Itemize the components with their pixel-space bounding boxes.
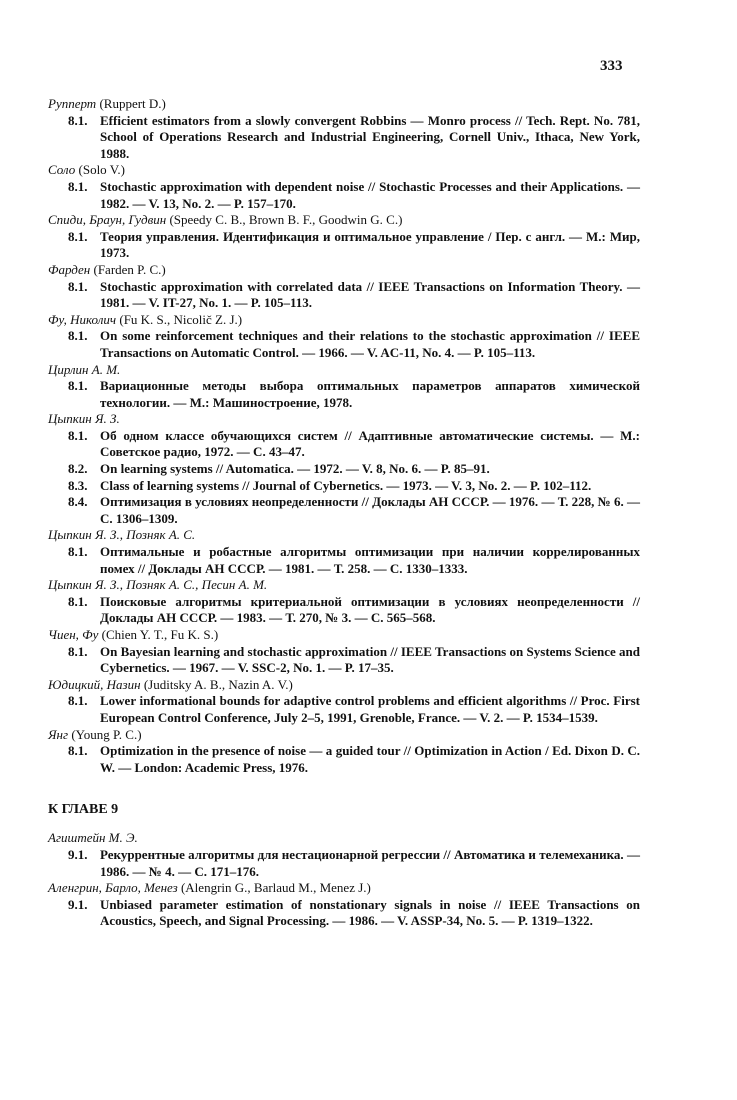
reference-entry: [48, 594, 640, 627]
chapter-heading: К ГЛАВЕ 9: [48, 802, 119, 818]
author-line: [48, 362, 640, 379]
author-name-en: (Solo V.): [78, 162, 125, 178]
reference-text: Об одном классе обучающихся систем // Адаптивные автоматические системы. — М.: Советское радио, 1972. — С. 43–47.: [100, 427, 640, 460]
author-name-en: (Fu K. S., Nicolič Z. J.): [119, 311, 243, 327]
author-line: [48, 627, 640, 644]
author-name-ru: Фарден: [48, 261, 91, 277]
reference-text: Stochastic approximation with dependent noise // Stochastic Processes and their Applications. — 1982. — V. 13, No. 2. — P. 157–170.: [100, 178, 640, 211]
reference-number: 8.1.: [68, 743, 88, 759]
reference-entry: [48, 494, 640, 527]
bibliography-section-chapter-9: [48, 830, 640, 930]
reference-text: Optimization in the presence of noise — a guided tour // Optimization in Action / Ed. Dixon D. C. W. — London: Academic Press, 1976.: [100, 743, 640, 775]
author-name-en: (Chien Y. T., Fu K. S.): [101, 627, 219, 642]
author-name-en: (Farden P. C.): [93, 261, 166, 277]
bibliography: [48, 96, 640, 930]
reference-entry: [48, 179, 640, 212]
reference-number: 8.1.: [68, 112, 88, 128]
author-line: [48, 727, 640, 744]
reference-number: 8.1.: [68, 693, 88, 709]
reference-text: Теория управления. Идентификация и оптимальное управление / Пер. с англ. — М.: Мир, 1973.: [100, 228, 640, 261]
author-name-ru: Аленгрин, Барло, Менез: [48, 880, 178, 896]
reference-number: 8.1.: [68, 328, 88, 344]
author-line: [48, 312, 640, 329]
author-line: [48, 212, 640, 229]
reference-number: 8.2.: [68, 461, 88, 477]
author-name-en: (Speedy C. B., Brown B. F., Goodwin G. C.): [169, 212, 403, 228]
reference-text: Class of learning systems // Journal of Cybernetics. — 1973. — V. 3, No. 2. — P. 102–112.: [100, 477, 592, 493]
author-line: [48, 262, 640, 279]
reference-number: 8.1.: [68, 278, 88, 294]
author-name-ru: Цыпкин Я. З., Позняк А. С., Песин А. М.: [48, 577, 268, 593]
reference-number: 8.1.: [68, 593, 88, 609]
reference-text: On Bayesian learning and stochastic approximation // IEEE Transactions on Systems Science and Cybernetics. — 1967. — V. SSC-2, No. 1. — P. 17–35.: [100, 643, 640, 676]
reference-number: 8.1.: [68, 378, 88, 394]
reference-number: 8.1.: [68, 544, 88, 560]
reference-text: Lower informational bounds for adaptive control problems and efficient algorithms // Proc. First European Control Conference, July 2–5, 1991, Grenoble, France. — V. 2. — P. 1534–1539.: [100, 693, 640, 725]
reference-entry: [48, 544, 640, 577]
reference-text: Оптимизация в условиях неопределенности // Доклады АН СССР. — 1976. — Т. 228, № 6. — С. 1306–1309.: [100, 494, 640, 526]
reference-number: 8.1.: [68, 427, 88, 443]
author-name-ru: Агиштейн М. Э.: [48, 830, 138, 846]
reference-entry: [48, 847, 640, 880]
reference-text: Вариационные методы выбора оптимальных параметров аппаратов химической технологии. — М.: Машиностроение, 1978.: [100, 378, 640, 410]
reference-entry: [48, 378, 640, 411]
author-name-ru: Юдицкий, Назин: [48, 676, 141, 692]
reference-number: 8.4.: [68, 494, 88, 510]
author-line: [48, 527, 640, 544]
author-name-en: (Ruppert D.): [99, 96, 166, 111]
bibliography-section-chapter-8: [48, 96, 640, 776]
author-line: [48, 880, 640, 897]
reference-text: On some reinforcement techniques and their relations to the stochastic approximation // IEEE Transactions on Automatic Control. — 1966. — V. AC-11, No. 4. — P. 105–113.: [100, 328, 640, 360]
reference-text: Unbiased parameter estimation of nonstationary signals in noise // IEEE Transactions on Acoustics, Speech, and Signal Processing. — 1986. — V. ASSP-34, No. 5. — P. 1319–1322.: [100, 896, 640, 929]
author-line: [48, 577, 640, 594]
reference-text: On learning systems // Automatica. — 1972. — V. 8, No. 6. — P. 85–91.: [100, 461, 490, 477]
reference-text: Рекуррентные алгоритмы для нестационарной регрессии // Автоматика и телемеханика. — 1986. — № 4. — С. 171–176.: [100, 846, 640, 879]
reference-entry: [48, 328, 640, 361]
reference-entry: [48, 461, 640, 478]
author-name-ru: Рупперт: [48, 96, 97, 111]
reference-text: Поисковые алгоритмы критериальной оптимизации в условиях неопределенности // Доклады АН СССР. — 1983. — Т. 270, № 3. — С. 565–568.: [100, 593, 640, 626]
author-line: [48, 162, 640, 179]
author-line: [48, 411, 640, 428]
author-name-ru: Спиди, Браун, Гудвин: [48, 212, 167, 228]
reference-entry: [48, 478, 640, 495]
reference-number: 8.1.: [68, 643, 88, 659]
reference-number: 8.1.: [68, 178, 88, 194]
reference-entry: [48, 113, 640, 163]
reference-entry: [48, 644, 640, 677]
reference-entry: [48, 229, 640, 262]
reference-entry: [48, 279, 640, 312]
author-name-ru: Соло: [48, 162, 76, 178]
page-number: 333: [600, 58, 623, 74]
author-name-ru: Цыпкин Я. З., Позняк А. С.: [48, 527, 196, 543]
author-name-ru: Янг: [48, 726, 69, 742]
author-name-en: (Young P. C.): [71, 726, 142, 742]
reference-entry: [48, 693, 640, 726]
author-name-ru: Цирлин А. М.: [48, 361, 121, 377]
reference-entry: [48, 743, 640, 776]
reference-text: Efficient estimators from a slowly convergent Robbins — Monro process // Tech. Rept. No. 781, School of Operations Research and Industrial Engineering, Cornell Univ., Ithaca, New York, 1988.: [100, 112, 640, 161]
author-name-ru: Цыпкин Я. З.: [48, 411, 120, 427]
reference-text: Оптимальные и робастные алгоритмы оптимизации при наличии коррелированных помех // Доклады АН СССР. — 1981. — Т. 258. — С. 1330–1333.: [100, 544, 640, 576]
reference-text: Stochastic approximation with correlated data // IEEE Transactions on Information Theory. — 1981. — V. IT-27, No. 1. — P. 105–113.: [100, 278, 640, 311]
reference-number: 8.3.: [68, 477, 88, 493]
author-name-en: (Juditsky A. B., Nazin A. V.): [143, 676, 293, 692]
author-line: [48, 830, 640, 847]
reference-entry: [48, 897, 640, 930]
author-name-en: (Alengrin G., Barlaud M., Menez J.): [180, 880, 371, 896]
reference-number: 9.1.: [68, 896, 88, 912]
author-line: [48, 96, 640, 113]
author-name-ru: Фу, Николич: [48, 311, 117, 327]
reference-entry: [48, 428, 640, 461]
author-line: [48, 677, 640, 694]
author-name-ru: Чиен, Фу: [48, 627, 99, 642]
reference-number: 9.1.: [68, 846, 88, 862]
reference-number: 8.1.: [68, 228, 88, 244]
